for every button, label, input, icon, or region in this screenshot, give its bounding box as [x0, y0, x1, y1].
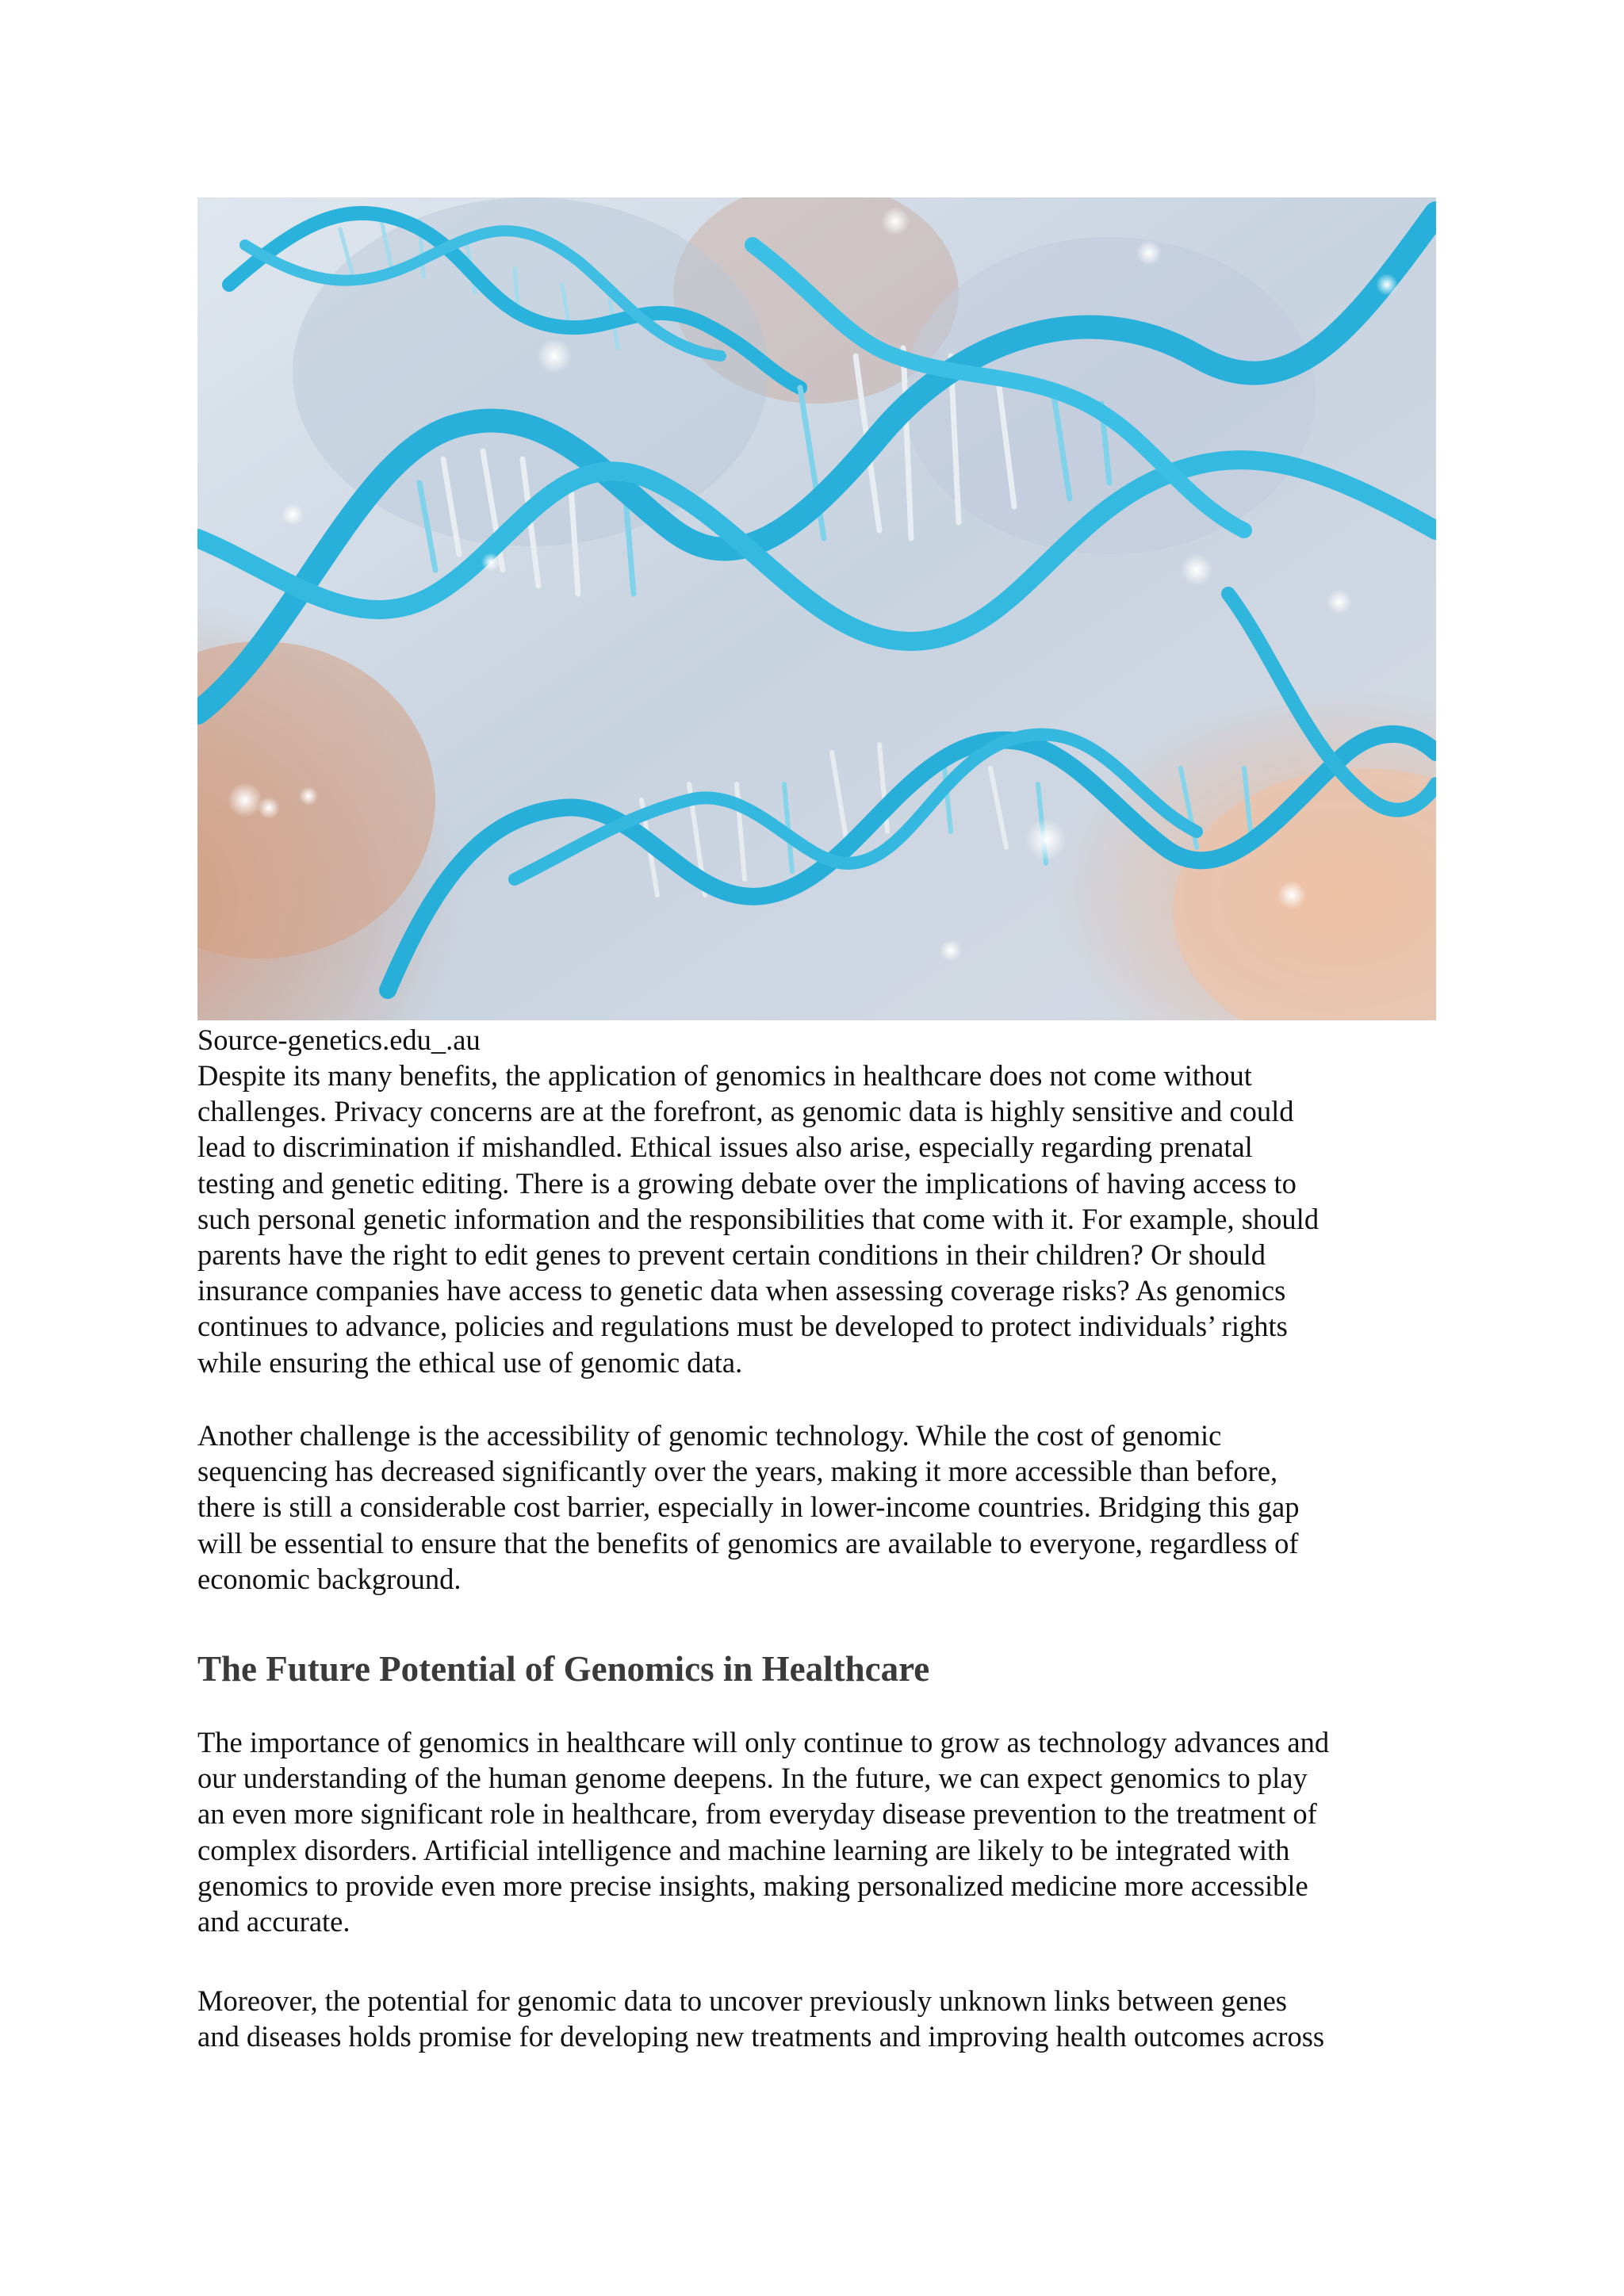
dna-helix-image: [197, 197, 1436, 1020]
paragraph-line: insurance companies have access to genetic data when assessing coverage risks? As genomics: [197, 1274, 1286, 1307]
image-caption: Source-genetics.edu_.au: [197, 1024, 481, 1056]
paragraph-line: while ensuring the ethical use of genomic data.: [197, 1345, 743, 1379]
paragraph-line: testing and genetic editing. There is a growing debate over the implications of having access to: [197, 1166, 1297, 1200]
section-heading: The Future Potential of Genomics in Healthcare: [197, 1649, 930, 1689]
paragraph-line: complex disorders. Artificial intelligence and machine learning are likely to be integrated with: [197, 1833, 1290, 1866]
paragraph-accessibility: [197, 1418, 1442, 1597]
paragraph-line: The importance of genomics in healthcare will only continue to grow as technology advances and: [197, 1726, 1330, 1758]
paragraph-line: sequencing has decreased significantly over the years, making it more accessible than before,: [197, 1455, 1278, 1488]
paragraph-line: and diseases holds promise for developing new treatments and improving health outcomes across: [197, 2020, 1325, 2053]
paragraph-line: Moreover, the potential for genomic data to uncover previously unknown links between genes: [197, 1984, 1288, 2017]
paragraph-line: there is still a considerable cost barrier, especially in lower-income countries. Bridging this gap: [197, 1490, 1300, 1524]
paragraph-moreover: [197, 1983, 1442, 2054]
paragraph-challenges: [197, 1058, 1442, 1380]
paragraph-line: will be essential to ensure that the benefits of genomics are available to everyone, regardless of: [197, 1526, 1299, 1559]
paragraph-line: an even more significant role in healthcare, from everyday disease prevention to the treatment of: [197, 1797, 1317, 1831]
paragraph-line: and accurate.: [197, 1904, 350, 1938]
paragraph-line: continues to advance, policies and regulations must be developed to protect individuals’ rights: [197, 1310, 1288, 1343]
paragraph-line: our understanding of the human genome deepens. In the future, we can expect genomics to play: [197, 1762, 1308, 1795]
paragraph-line: lead to discrimination if mishandled. Ethical issues also arise, especially regarding prenatal: [197, 1131, 1253, 1164]
dna-helix-illustration: [197, 197, 1436, 1020]
paragraph-line: Another challenge is the accessibility of genomic technology. While the cost of genomic: [197, 1419, 1222, 1452]
paragraph-line: such personal genetic information and the responsibilities that come with it. For example, should: [197, 1202, 1320, 1235]
paragraph-line: genomics to provide even more precise insights, making personalized medicine more accessible: [197, 1869, 1308, 1902]
paragraph-future: [197, 1724, 1442, 1939]
paragraph-line: challenges. Privacy concerns are at the forefront, as genomic data is highly sensitive and could: [197, 1095, 1294, 1128]
paragraph-line: parents have the right to edit genes to prevent certain conditions in their children? Or should: [197, 1238, 1266, 1271]
paragraph-line: economic background.: [197, 1562, 462, 1595]
paragraph-line: Despite its many benefits, the application of genomics in healthcare does not come without: [197, 1059, 1252, 1092]
